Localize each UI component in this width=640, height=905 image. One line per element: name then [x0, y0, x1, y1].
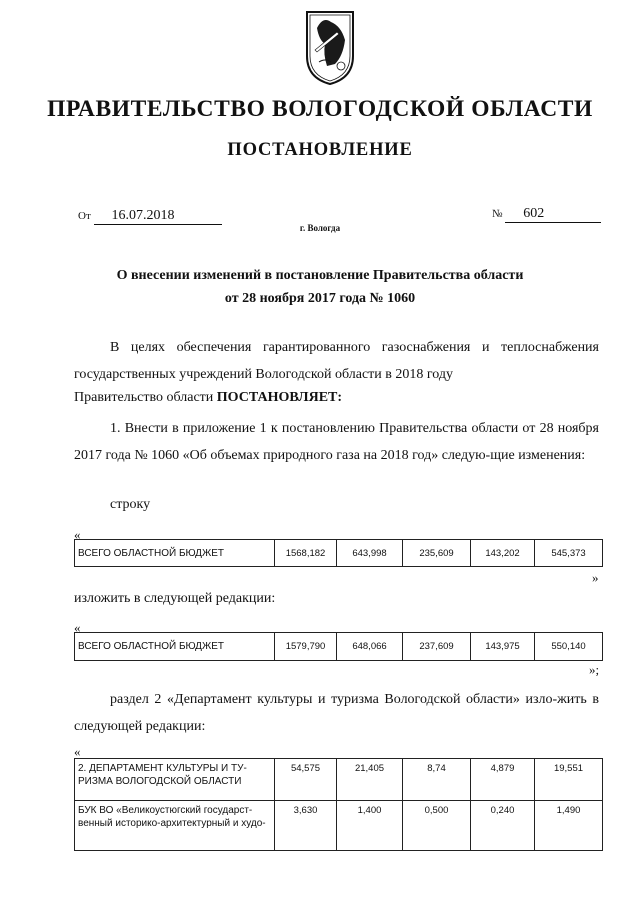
razdel-paragraph: раздел 2 «Департамент культуры и туризма Вологодской области» изло-жить в следующей редакции: [74, 692, 599, 734]
open-quote-3: « [74, 744, 81, 759]
cell-value: 21,405 [337, 759, 403, 801]
cell-value: 235,609 [403, 540, 471, 567]
cell-value: 1,400 [337, 801, 403, 851]
decree-prefix: Правительство области [74, 390, 217, 405]
cell-value: 8,74 [403, 759, 471, 801]
cell-value: 648,066 [337, 633, 403, 661]
row-name: ВСЕГО ОБЛАСТНОЙ БЮДЖЕТ [75, 633, 275, 661]
document-type: ПОСТАНОВЛЕНИЕ [227, 140, 413, 160]
purpose-paragraph: В целях обеспечения гарантированного газоснабжения и теплоснабжения государственных учреждений Вологодской области в 2018 году [74, 340, 599, 382]
close-quote-1: » [592, 570, 599, 585]
cell-value: 237,609 [403, 633, 471, 661]
number-line [492, 206, 601, 223]
city-label: г. Вологда [299, 223, 341, 233]
section-2-table [74, 758, 603, 851]
cell-value: 54,575 [275, 759, 337, 801]
new-total-table [74, 632, 603, 661]
cell-value: 0,500 [403, 801, 471, 851]
cell-value: 4,879 [471, 759, 535, 801]
date-prefix: От [78, 210, 91, 222]
cell-value: 143,975 [471, 633, 535, 661]
old-total-table [74, 539, 603, 567]
decree-word: ПОСТАНОВЛЯЕТ: [216, 390, 343, 405]
document-date: 16.07.2018 [94, 208, 222, 225]
document-number: 602 [505, 206, 601, 223]
stroku-label: строку [110, 497, 151, 512]
cell-value: 545,373 [535, 540, 603, 567]
row-name: ВСЕГО ОБЛАСТНОЙ БЮДЖЕТ [75, 540, 275, 567]
item-1-paragraph: 1. Внести в приложение 1 к постановлению Правительства области от 28 ноября 2017 года № 1060 «Об объемах природного газа на 2018 год» следую-щие изменения: [74, 421, 599, 463]
decree-line [74, 390, 342, 406]
coat-of-arms-icon [301, 4, 359, 88]
table-row [75, 540, 603, 567]
table-row [75, 633, 603, 661]
close-quote-semicolon: »; [589, 662, 600, 677]
cell-value: 19,551 [535, 759, 603, 801]
document-subject [60, 264, 580, 310]
number-prefix: № [492, 208, 503, 220]
subject-line-2: от 28 ноября 2017 года № 1060 [224, 291, 416, 306]
cell-value: 143,202 [471, 540, 535, 567]
table-row [75, 759, 603, 801]
row-name: БУК ВО «Великоустюгский государст-венный историко-архитектурный и худо- [75, 801, 275, 851]
cell-value: 1,490 [535, 801, 603, 851]
cell-value: 3,630 [275, 801, 337, 851]
cell-value: 0,240 [471, 801, 535, 851]
open-quote-1: « [74, 527, 81, 542]
izlozhit-line-1: изложить в следующей редакции: [74, 591, 276, 606]
subject-line-1: О внесении изменений в постановление Правительства области [116, 268, 524, 283]
government-title: ПРАВИТЕЛЬСТВО ВОЛОГОДСКОЙ ОБЛАСТИ [47, 96, 593, 122]
row-name: 2. ДЕПАРТАМЕНТ КУЛЬТУРЫ И ТУ-РИЗМА ВОЛОГОДСКОЙ ОБЛАСТИ [75, 759, 275, 801]
cell-value: 550,140 [535, 633, 603, 661]
cell-value: 643,998 [337, 540, 403, 567]
table-row [75, 801, 603, 851]
open-quote-2: « [74, 620, 81, 635]
cell-value: 1579,790 [275, 633, 337, 661]
cell-value: 1568,182 [275, 540, 337, 567]
